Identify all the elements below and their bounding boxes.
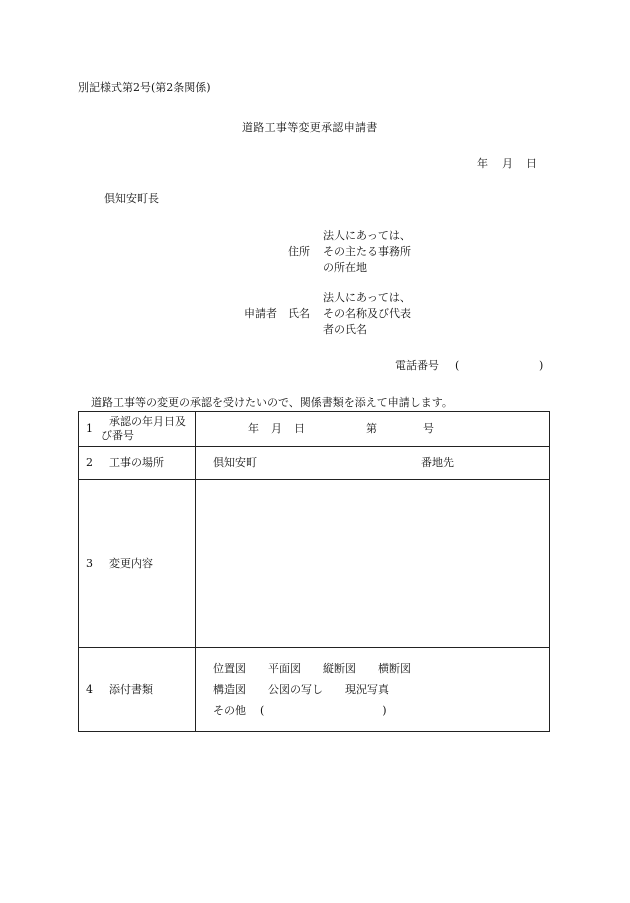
approval-dai: 第: [366, 422, 377, 436]
approval-date-number-field[interactable]: [196, 412, 550, 447]
page-title: 道路工事等変更承認申請書: [242, 121, 378, 134]
address-label: 住所: [288, 245, 310, 258]
approval-label-line-1: 承認の年月日及: [109, 415, 186, 429]
table-row-change-content: [79, 480, 550, 648]
attachment-location-map[interactable]: 位置図: [213, 662, 246, 675]
date-year: 年: [477, 157, 488, 170]
address-note-line-1: 法人にあっては、: [323, 229, 411, 242]
location-town: 倶知安町: [213, 456, 257, 470]
date-day: 日: [526, 157, 537, 170]
address-note-line-2: その主たる事務所: [323, 245, 411, 258]
address-note-line-3: の所在地: [323, 261, 367, 274]
attachment-longitudinal-section[interactable]: 縦断図: [323, 662, 356, 675]
form-reference: 別記様式第2号(第2条関係): [78, 81, 211, 94]
attachment-other-open-paren: (: [260, 704, 265, 717]
attachment-site-photos[interactable]: 現況写真: [345, 683, 389, 696]
change-content-field[interactable]: [196, 480, 550, 648]
phone-label: 電話番号: [395, 359, 439, 372]
location-label: 工事の場所: [109, 456, 164, 470]
phone-open-paren: (: [455, 359, 460, 372]
table-row-location: [79, 447, 550, 480]
attachments-label: 添付書類: [109, 682, 153, 696]
change-content-label-cell: [79, 480, 196, 648]
applicant-label: 申請者: [244, 307, 277, 320]
attachments-label-cell: [79, 648, 196, 732]
name-note-line-1: 法人にあっては、: [323, 291, 411, 304]
attachment-other-label: その他: [213, 704, 246, 717]
row-number: 3: [86, 556, 93, 570]
approval-year: 年: [248, 422, 259, 436]
name-note-line-2: その名称及び代表: [323, 307, 411, 320]
approval-label-line-2: び番号: [101, 429, 134, 442]
addressee: 倶知安町長: [104, 192, 159, 205]
approval-month: 月: [271, 422, 282, 436]
location-field[interactable]: [196, 447, 550, 480]
form-table: [78, 411, 550, 732]
attachment-other-close-paren: ): [382, 704, 387, 717]
attachment-cadastral-copy[interactable]: 公図の写し: [268, 683, 323, 696]
name-label: 氏名: [288, 307, 310, 320]
name-note-line-3: 者の氏名: [323, 323, 367, 336]
table-row-attachments: [79, 648, 550, 732]
approval-go: 号: [423, 422, 434, 436]
approval-day: 日: [294, 422, 305, 436]
location-label-cell: [79, 447, 196, 480]
phone-close-paren: ): [539, 359, 544, 372]
row-number: 1: [86, 422, 93, 436]
attachments-field[interactable]: [196, 648, 550, 732]
attachment-plan-view[interactable]: 平面図: [268, 662, 301, 675]
date-month: 月: [502, 157, 513, 170]
row-number: 2: [86, 456, 93, 470]
application-statement: 道路工事等の変更の承認を受けたいので、関係書類を添えて申請します。: [91, 396, 453, 409]
approval-label-cell: [79, 412, 196, 447]
location-suffix: 番地先: [421, 456, 454, 470]
attachment-cross-section[interactable]: 横断図: [378, 662, 411, 675]
table-row-approval: [79, 412, 550, 447]
attachment-structure-drawing[interactable]: 構造図: [213, 683, 246, 696]
row-number: 4: [86, 682, 93, 696]
change-content-label: 変更内容: [109, 556, 153, 570]
